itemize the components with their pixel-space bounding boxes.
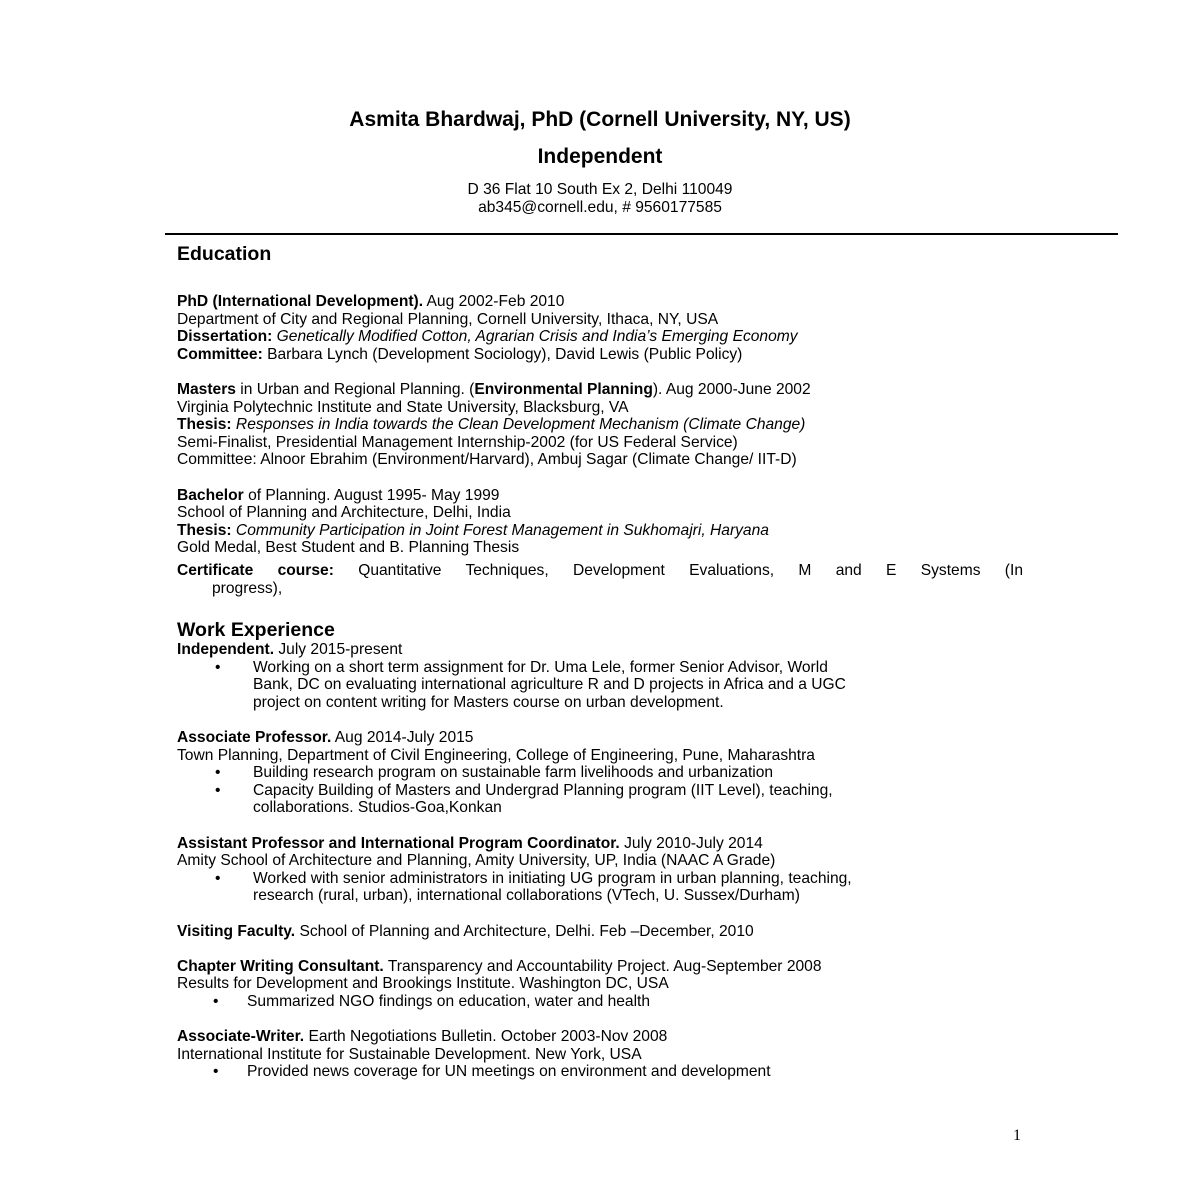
bullet-line: research (rural, urban), international collaborations (VTech, U. Sussex/Durham) [253,887,800,905]
dissertation-label: Dissertation: [177,328,273,346]
bullet-icon: • [215,781,221,799]
bullet-icon: • [215,764,221,782]
job-role: Independent. [177,641,275,659]
certificate-label: Certificate course: [177,561,334,579]
bullet-line: Provided news coverage for UN meetings on environment and development [247,1063,771,1081]
bullet-item [177,1063,1023,1081]
bullet-line: Building research program on sustainable farm livelihoods and urbanization [253,764,774,782]
work-experience-heading: Work Experience [177,619,335,642]
job-bullets [177,764,1023,817]
bachelor-honor: Gold Medal, Best Student and B. Planning Thesis [177,539,520,557]
job-dates: Aug 2014-July 2015 [331,729,474,747]
phd-committee: Barbara Lynch (Development Sociology), David Lewis (Public Policy) [262,345,743,363]
job-bullets [177,659,1023,712]
bullet-line: Capacity Building of Masters and Undergrad Planning program (IIT Level), teaching, [253,781,833,799]
job-organization: International Institute for Sustainable Development. New York, USA [177,1045,642,1063]
education-heading: Education [177,243,272,265]
masters-entry [177,381,1023,469]
job-organization: Town Planning, Department of Civil Engineering, College of Engineering, Pune, Maharashtra [177,746,815,764]
bullet-line: collaborations. Studios-Goa,Konkan [253,799,502,817]
masters-committee: Committee: Alnoor Ebrahim (Environment/Harvard), Ambuj Sagar (Climate Change/ IIT-D) [177,451,797,469]
email-phone-line: ab345@cornell.edu, # 9560177585 [478,199,722,216]
job-associate-professor [177,729,1023,817]
job-visiting-faculty [177,923,1023,941]
resume-body [177,240,1023,1081]
certificate-text-cont: progress), [212,579,283,597]
masters-school: Virginia Polytechnic Institute and State University, Blacksburg, VA [177,398,629,416]
masters-honor: Semi-Finalist, Presidential Management Internship-2002 (for US Federal Service) [177,433,738,451]
bachelor-thesis: Community Participation in Joint Forest Management in Sukhomajri, Haryana [231,521,769,539]
bachelor-school: School of Planning and Architecture, Delhi, India [177,504,511,522]
certificate-entry [177,562,1023,597]
phd-degree: PhD (International Development). [177,293,424,310]
phd-entry [177,293,1023,363]
bullet-item [177,870,1023,905]
job-assistant-professor [177,835,1023,905]
address-line: D 36 Flat 10 South Ex 2, Delhi 110049 [467,181,733,198]
job-chapter-writing-consultant [177,958,1023,1011]
bullet-icon: • [215,869,221,887]
job-organization: Amity School of Architecture and Planning, Amity University, UP, India (NAAC A Grade) [177,852,776,870]
job-dates: July 2010-July 2014 [619,834,763,852]
job-associate-writer [177,1028,1023,1081]
candidate-name: Asmita Bhardwaj, PhD (Cornell University, NY, US) [349,108,851,131]
bullet-line: Working on a short term assignment for Dr. Uma Lele, former Senior Advisor, World [253,658,828,676]
masters-dates: ). Aug 2000-June 2002 [652,380,811,398]
bullet-line: Bank, DC on evaluating international agriculture R and D projects in Africa and a UGC [253,676,846,694]
candidate-affiliation: Independent [537,145,663,168]
bullet-item [177,659,1023,712]
bullet-line: Worked with senior administrators in initiating UG program in urban planning, teaching, [253,869,852,887]
bullet-item [177,764,1023,782]
bullet-icon: • [215,658,221,676]
bachelor-thesis-label: Thesis: [177,521,232,539]
dissertation-title: Genetically Modified Cotton, Agrarian Crisis and India’s Emerging Economy [272,328,798,346]
bullet-icon: • [213,1063,219,1081]
page-number: 1 [1013,1127,1021,1144]
job-dates: July 2015-present [274,641,403,659]
bachelor-degree: Bachelor [177,486,244,504]
job-role: Associate-Writer. [177,1028,305,1046]
bachelor-entry [177,487,1023,557]
job-role: Chapter Writing Consultant. [177,957,384,975]
certificate-text: Quantitative Techniques, Development Evaluations, M and E Systems (In [333,561,1023,579]
phd-committee-label: Committee: [177,345,263,363]
bullet-item [177,993,1023,1011]
masters-thesis: Responses in India towards the Clean Development Mechanism (Climate Change) [231,416,806,434]
job-dates: Earth Negotiations Bulletin. October 2003-Nov 2008 [304,1028,668,1046]
phd-department: Department of City and Regional Planning, Cornell University, Ithaca, NY, USA [177,310,719,328]
job-organization: Results for Development and Brookings Institute. Washington DC, USA [177,975,669,993]
header-divider [165,233,1118,235]
bullet-item [177,782,1023,817]
bullet-line: project on content writing for Masters course on urban development. [253,693,724,711]
masters-field: in Urban and Regional Planning. ( [235,380,475,398]
bullet-icon: • [213,992,219,1010]
job-role: Associate Professor. [177,729,332,747]
masters-specialization: Environmental Planning [474,380,653,398]
bachelor-field: of Planning. August 1995- May 1999 [243,486,500,504]
job-independent [177,641,1023,711]
bullet-line: Summarized NGO findings on education, water and health [247,992,651,1010]
job-bullets [177,993,1023,1011]
phd-dates: Aug 2002-Feb 2010 [423,293,565,310]
job-role: Visiting Faculty. [177,922,296,940]
masters-degree: Masters [177,380,236,398]
contact-block [0,181,1200,217]
job-dates: Transparency and Accountability Project. Aug-September 2008 [383,957,822,975]
job-bullets [177,1063,1023,1081]
job-role: Assistant Professor and International Program Coordinator. [177,834,620,852]
job-bullets [177,870,1023,905]
job-dates: School of Planning and Architecture, Delhi. Feb –December, 2010 [295,922,754,940]
masters-thesis-label: Thesis: [177,416,232,434]
